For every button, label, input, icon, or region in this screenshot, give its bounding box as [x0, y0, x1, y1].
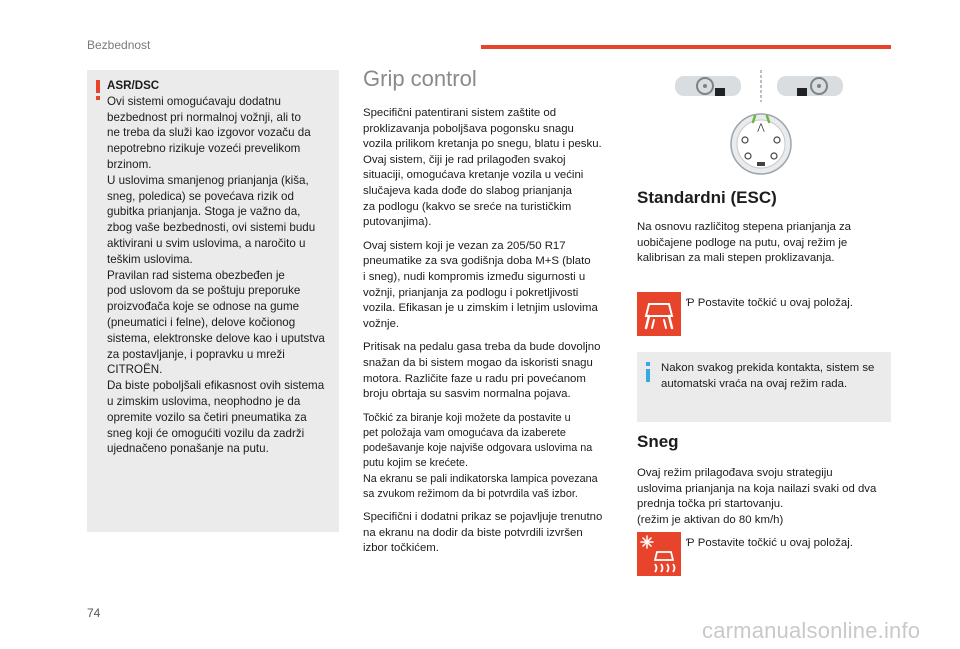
- standard-body: Na osnovu različitog stepena prianjanja za uobičajene podloge na putu, ovaj režim je kalibrisan za mali stepen proklizavanja.: [637, 221, 852, 265]
- snow-traction-icon: [637, 532, 681, 576]
- watermark: carmanualsonline.info: [702, 618, 921, 643]
- info-box: [637, 352, 891, 422]
- warning-body: Ovi sistemi omogućavaju dodatnu bezbednost pri normalnoj vožnji, ali to ne treba da služi kao izgovor vozaču da nepotrebno rizikuje vozeći prevelikom brzinom. U uslovima smanjenog prianjanja (kiša, sneg, poledica) se povećava rizik od gubitka prianjanja. Stoga je važno da, zbog vaše bezbednosti, ovi sistemi budu aktivirani u svim uslovima, a naročito u teškim uslovima. Pravilan rad sistema obezbeđen je pod uslovom da se poštuju preporuke proizvođača koje se odnose na gume (pneumatici i felne), delove kočionog sistema, elektronske delove kao i uputstva za postavljanje, i popravku u mreži CITROËN. Da biste poboljšali efikasnost ovih sistema u zimskim uslovima, neophodno je da opremite vozilo sa četiri pneumatika za sneg koji će omogućiti vozilu da zadrži ujednačeno ponašanje na putu.: [107, 94, 325, 456]
- warning-title: ASR/DSC: [107, 79, 160, 92]
- grip-paragraph-3: Pritisak na pedalu gasa treba da bude dovoljno snažan da bi sistem mogao da iskoristi snagu motora. Različite faze u radu pri povećanom broju obrtaja su sasvim normalna pojava.: [363, 341, 601, 401]
- dashboard-left-icon: [675, 76, 741, 96]
- traction-road-icon: [637, 292, 681, 336]
- svg-text:⋀: ⋀: [757, 123, 765, 133]
- grip-control-column: [363, 66, 619, 565]
- grip-control-title: Grip control: [363, 66, 477, 91]
- standard-section: [637, 188, 893, 275]
- mode-selector-dial-icon: [731, 114, 791, 174]
- info-icon: [645, 362, 651, 382]
- warning-box: [87, 70, 339, 532]
- standard-position-row: [637, 292, 893, 338]
- standard-action: Ƥ Postavite točkić u ovaj položaj.: [686, 297, 853, 309]
- warning-icon: [95, 80, 101, 100]
- grip-paragraph-2: Ovaj sistem koji je vezan za 205/50 R17 pneumatike za sva godišnja doba M+S (blato i sneg), nudi kompromis između sigurnosti u vožnji, prianjanja za podlogu i pokretljivosti vozila. Efikasan je u zimskim i letnjim uslovima vožnje.: [363, 239, 598, 330]
- grip-paragraph-1: Specifični patentirani sistem zaštite od proklizavanja poboljšava pogonsku snagu vozila prilikom kretanja po snegu, blatu i pesku. Ovaj sistem, čiji je rad prilagođen svakoj situaciji, omogućava kretanje vozila u većini slučajeva kada dođe do slabog prianjanja za podlogu (kakvo se sreće na turističkim putovanjima).: [363, 107, 602, 229]
- info-text: Nakon svakog prekida kontakta, sistem se automatski vraća na ovaj režim rada.: [661, 362, 875, 390]
- grip-paragraph-4: Točkić za biranje koji možete da postavite u pet položaja vam omogućava da izaberete podešavanje koje najviše odgovara uslovima na putu kojim se krećete. Na ekranu se pali indikatorska lampica povezana sa zvukom režimom da bi potvrdila vaš izbor.: [363, 411, 598, 500]
- section-label: Bezbednost: [87, 38, 151, 52]
- page-number: 74: [87, 606, 101, 620]
- grip-control-dial-illustration: [673, 68, 849, 178]
- dashboard-right-icon: [777, 76, 843, 96]
- bullet-icon: Ƥ: [686, 537, 695, 549]
- snow-title: Sneg: [637, 432, 679, 451]
- snow-action: Ƥ Postavite točkić u ovaj položaj.: [686, 537, 853, 549]
- standard-title: Standardni (ESC): [637, 188, 777, 207]
- snow-position-row: [637, 532, 893, 578]
- snow-body: Ovaj režim prilagođava svoju strategiju uslovima prianjanja na koja nailazi svaki od dva prednja točka pri startovanju. (režim je aktivan do 80 km/h): [637, 467, 877, 526]
- grip-paragraph-5: Specifični i dodatni prikaz se pojavljuje trenutno na ekranu na dodir da biste potvrdili izvršen izbor točkićem.: [363, 510, 603, 555]
- warning-text: [107, 78, 335, 457]
- header-accent-rule: [481, 45, 891, 49]
- snow-section: [637, 432, 893, 536]
- bullet-icon: Ƥ: [686, 297, 695, 309]
